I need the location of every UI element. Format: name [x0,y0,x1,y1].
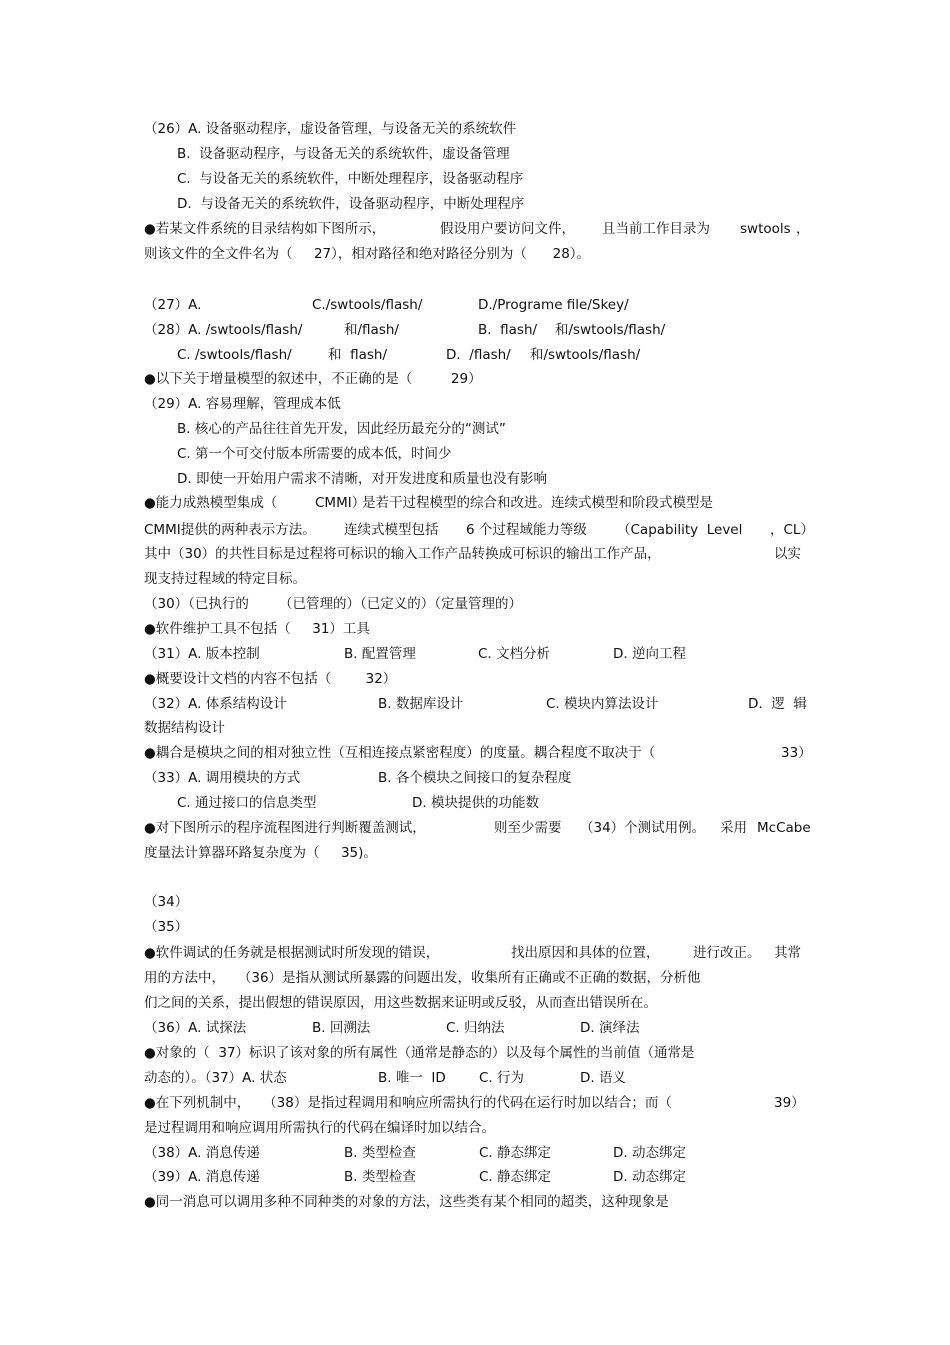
q37-option-b: B. 唯一 ID [378,1070,446,1086]
q31-option-a: （31）A. 版本控制 [144,646,260,662]
q36-stem: 其常 [774,945,801,961]
q28-option-b: B. flash/ [478,322,538,338]
q28-option-a-2: 和/flash/ [344,322,399,338]
q35-label: （35） [144,919,189,935]
q27-stem-part: ●若某文件系统的目录结构如下图所示， [144,221,386,237]
question-40 [0,1193,669,1247]
q30-text: CMMI） [315,495,366,511]
q33-stem: ●耦合是模块之间的相对独立性（互相连接点紧密程度）的度量。耦合程度不取决于（ [144,745,656,761]
q38-stem-end: 39） [774,1095,805,1111]
q30-text: ，CL） [770,522,814,538]
q34-stem: 则至少需要 [494,820,562,836]
q28-option-a: （28）A. /swtools/flash/ [144,322,303,338]
q32-option-b: B. 数据库设计 [378,696,464,712]
q26-option-a: （26）A. 设备驱动程序，虚设备管理，与设备无关的系统软件 [144,121,517,137]
q30-text: 是若干过程模型的综合和改进。连续式模型和阶段式模型是 [362,495,713,511]
q33-option-d: D. 模块提供的功能数 [412,795,539,811]
q38-option-b: B. 类型检查 [344,1145,416,1161]
q32-option-d: D. 逻 辑 [748,696,807,712]
q35-stem: 度量法计算器环路复杂度为（ 35)。 [144,845,377,861]
q34-stem: ●对下图所示的程序流程图进行判断覆盖测试， [144,820,426,836]
q37-option-d: D. 语义 [580,1070,626,1086]
q36-stem: 用的方法中， （36）是指从测试所暴露的问题出发，收集所有正确或不正确的数据，分析他 [144,970,701,986]
q30-text: 6 个过程域能力等级 [466,522,587,538]
q30-text: CMMI提供的两种表示方法。 [144,522,316,538]
q32-option-d-cont: 数据结构设计 [144,720,225,736]
q31-stem: ●软件维护工具不包括（ 31）工具 [144,621,370,637]
q34-stem: （34）个测试用例。 [580,820,706,836]
q39-stem: 是过程调用和响应调用所需执行的代码在编译时加以结合。 [144,1120,495,1136]
q27-stem-part: ， [796,221,810,237]
q29-option-d: D. 即使一开始用户需求不清晰，对开发进度和质量也没有影响 [177,471,547,487]
q28-option-c: C. /swtools/flash/ [177,347,292,363]
q39-option-d: D. 动态绑定 [613,1169,686,1185]
q27-option-a: （27）A. [144,297,202,313]
q32-option-a: （32）A. 体系结构设计 [144,696,287,712]
q36-option-d: D. 演绎法 [580,1020,640,1036]
q30-text: （Capability Level [617,522,743,538]
q36-option-c: C. 归纳法 [446,1020,505,1036]
q29-option-a: （29）A. 容易理解，管理成本低 [144,396,341,412]
q36-stem: 们之间的关系，提出假想的错误原因，用这些数据来证明或反驳，从而查出错误所在。 [144,995,657,1011]
q38-stem: ●在下列机制中， （38）是指过程调用和响应所需执行的代码在运行时加以结合；而（ [144,1095,672,1111]
q32-option-c: C. 模块内算法设计 [546,696,659,712]
q31-option-c: C. 文档分析 [478,646,551,662]
q37-stem: ●对象的（ 37）标识了该对象的所有属性（通常是静态的）以及每个属性的当前值（通常是 [144,1045,695,1061]
q38-option-c: C. 静态绑定 [479,1145,552,1161]
q36-option-b: B. 回溯法 [312,1020,371,1036]
q31-option-d: D. 逆向工程 [613,646,686,662]
q27-option-d: D./Programe file/Skey/ [478,297,629,313]
q31-option-b: B. 配置管理 [344,646,416,662]
q37-option-c: C. 行为 [479,1070,525,1086]
q29-stem: ●以下关于增量模型的叙述中，不正确的是（ 29） [144,371,482,387]
q28-option-d-2: 和/swtools/flash/ [530,347,641,363]
q30-text: 其中（30）的共性目标是过程将可标识的输入工作产品转换成可标识的输出工作产品， [144,546,661,562]
q40-stem: ●同一消息可以调用多种不同种类的对象的方法，这些类有某个相同的超类，这种现象是 [144,1194,669,1210]
q36-stem: 进行改正。 [693,945,761,961]
q39-option-b: B. 类型检查 [344,1169,416,1185]
q26-option-c: C. 与设备无关的系统软件，中断处理程序，设备驱动程序 [177,171,524,187]
q39-option-c: C. 静态绑定 [479,1169,552,1185]
q26-option-d: D. 与设备无关的系统软件，设备驱动程序，中断处理程序 [177,196,525,212]
q38-option-d: D. 动态绑定 [613,1145,686,1161]
q36-stem: 找出原因和具体的位置， [511,945,660,961]
q33-option-a: （33）A. 调用模块的方式 [144,770,301,786]
q39-option-a: （39）A. 消息传递 [144,1169,260,1185]
q34-label: （34） [144,894,189,910]
q27-stem-part: 假设用户要访问文件， [440,221,575,237]
q34-stem: 采用 [720,820,747,836]
q30-text: 以实 [774,546,801,562]
q28-option-d: D. /flash/ [446,347,511,363]
q26-option-b: B. 设备驱动程序，与设备无关的系统软件，虚设备管理 [177,146,510,162]
q29-option-c: C. 第一个可交付版本所需要的成本低，时间少 [177,446,452,462]
q28-option-c-2: 和 flash/ [328,347,387,363]
q33-option-b: B. 各个模块之间接口的复杂程度 [378,770,572,786]
q30-options: （30）（已执行的 （已管理的）（已定义的）（定量管理的） [144,596,522,612]
q37-option-a: 动态的）。（37）A. 状态 [144,1070,287,1086]
q29-option-b: B. 核心的产品往往首先开发，因此经历最充分的“测试” [177,421,506,437]
q27-stem-line2: 则该文件的全文件名为（ 27），相对路径和绝对路径分别为（ 28）。 [144,246,591,262]
q36-option-a: （36）A. 试探法 [144,1020,247,1036]
q27-stem-part: 且当前工作目录为 [602,221,710,237]
q38-option-a: （38）A. 消息传递 [144,1145,260,1161]
q33-option-c: C. 通过接口的信息类型 [177,795,317,811]
q30-text: 连续式模型包括 [344,522,439,538]
q32-stem: ●概要设计文档的内容不包括（ 32） [144,671,397,687]
q27-option-c: C./swtools/flash/ [312,297,423,313]
q34-stem: McCabe [757,820,811,836]
q27-stem-part: swtools [740,221,791,237]
q36-stem: ●软件调试的任务就是根据测试时所发现的错误， [144,945,440,961]
q33-stem-end: 33） [781,745,812,761]
q28-option-b-2: 和/swtools/flash/ [555,322,666,338]
q30-text: ●能力成熟模型集成（ [144,495,278,511]
q30-text: 现支持过程域的特定目标。 [144,571,306,587]
